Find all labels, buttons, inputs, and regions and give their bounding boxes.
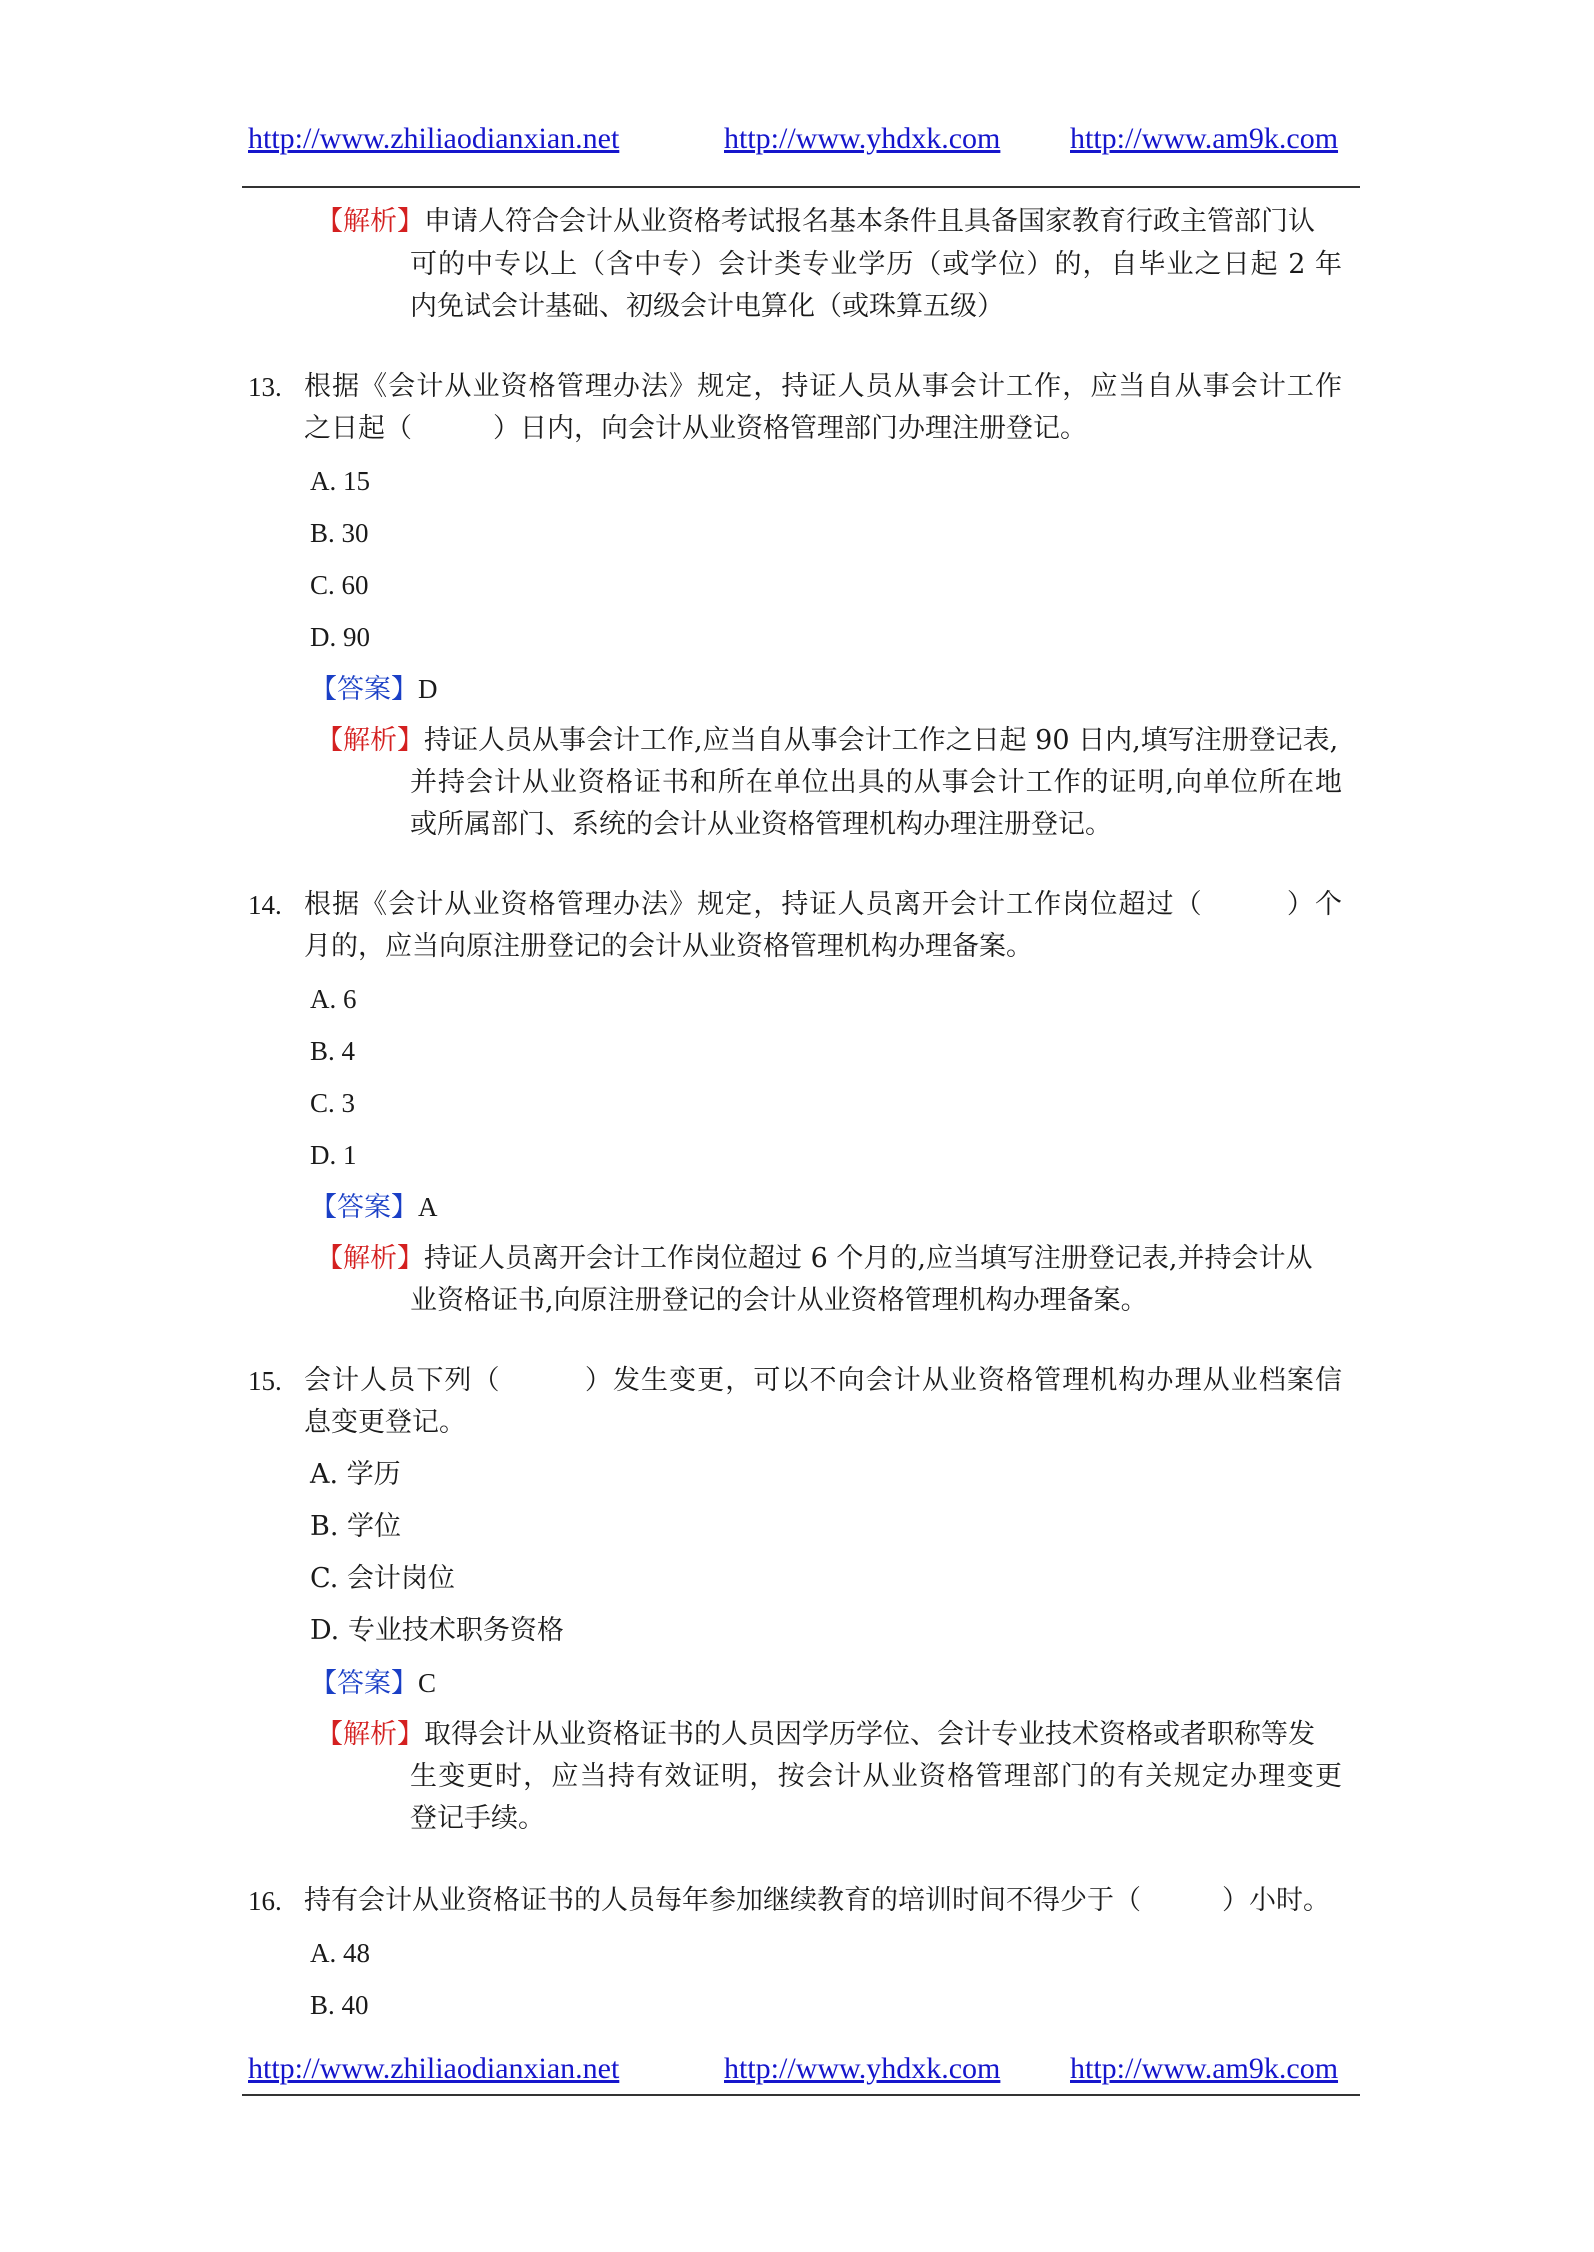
option-b: B. 40 — [310, 1990, 369, 2020]
option-a: A. 6 — [310, 984, 357, 1014]
question-stem-line: 持有会计从业资格证书的人员每年参加继续教育的培训时间不得少于（ ）小时。 — [304, 1885, 1330, 1916]
answer-line: 【答案】D — [310, 674, 438, 705]
header-link-yhdxk[interactable]: http://www.yhdxk.com — [724, 122, 1001, 155]
question-stem-line: 根据《会计从业资格管理办法》规定，持证人员离开会计工作岗位超过（ ）个 — [304, 889, 1342, 920]
question-stem-line: 之日起（ ）日内，向会计从业资格管理部门办理注册登记。 — [304, 413, 1087, 444]
option-c: C. 3 — [310, 1088, 356, 1118]
analysis-line: 【解析】取得会计从业资格证书的人员因学历学位、会计专业技术资格或者职称等发 — [316, 1719, 1315, 1750]
header-link-am9k[interactable]: http://www.am9k.com — [1070, 122, 1339, 155]
question-number: 15. — [248, 1366, 282, 1396]
analysis-line: 并持会计从业资格证书和所在单位出具的从事会计工作的证明,向单位所在地 — [410, 767, 1342, 798]
option-d: D. 1 — [310, 1140, 357, 1170]
option-d: D. 专业技术职务资格 — [310, 1615, 564, 1646]
question-number: 14. — [248, 890, 282, 920]
option-b: B. 30 — [310, 518, 369, 548]
prev-analysis-line-1: 【解析】申请人符合会计从业资格考试报名基本条件且具备国家教育行政主管部门认 — [316, 206, 1315, 237]
option-c: C. 60 — [310, 570, 369, 600]
question-stem-line: 会计人员下列（ ）发生变更，可以不向会计从业资格管理机构办理从业档案信 — [304, 1365, 1342, 1396]
answer-line: 【答案】A — [310, 1192, 438, 1223]
option-c: C. 会计岗位 — [310, 1563, 455, 1594]
prev-analysis-line-3: 内免试会计基础、初级会计电算化（或珠算五级） — [410, 291, 1004, 322]
option-a: A. 15 — [310, 466, 370, 496]
question-stem-line: 根据《会计从业资格管理办法》规定，持证人员从事会计工作，应当自从事会计工作 — [304, 371, 1342, 402]
question-stem-line: 月的，应当向原注册登记的会计从业资格管理机构办理备案。 — [304, 931, 1033, 962]
footer-link-bar — [248, 2052, 1358, 2092]
footer-rule — [242, 2094, 1360, 2096]
analysis-line: 生变更时，应当持有效证明，按会计从业资格管理部门的有关规定办理变更 — [410, 1761, 1342, 1792]
analysis-line: 【解析】持证人员从事会计工作,应当自从事会计工作之日起 90 日内,填写注册登记表, — [316, 725, 1339, 756]
option-a: A. 学历 — [310, 1459, 401, 1490]
header-rule — [242, 186, 1360, 188]
answer-line: 【答案】C — [310, 1668, 437, 1699]
option-a: A. 48 — [310, 1938, 370, 1968]
question-number: 13. — [248, 372, 282, 402]
prev-analysis-line-2: 可的中专以上（含中专）会计类专业学历（或学位）的，自毕业之日起 2 年 — [410, 249, 1342, 280]
question-stem-line: 息变更登记。 — [304, 1407, 466, 1438]
header-link-bar — [248, 122, 1358, 162]
analysis-line: 【解析】持证人员离开会计工作岗位超过 6 个月的,应当填写注册登记表,并持会计从 — [316, 1243, 1313, 1274]
footer-link-am9k[interactable]: http://www.am9k.com — [1070, 2052, 1339, 2085]
option-d: D. 90 — [310, 622, 370, 652]
footer-link-zhiliaodianxian[interactable]: http://www.zhiliaodianxian.net — [248, 2052, 620, 2085]
analysis-line: 业资格证书,向原注册登记的会计从业资格管理机构办理备案。 — [410, 1285, 1148, 1316]
option-b: B. 学位 — [310, 1511, 402, 1542]
header-link-zhiliaodianxian[interactable]: http://www.zhiliaodianxian.net — [248, 122, 620, 155]
analysis-line: 登记手续。 — [410, 1803, 545, 1834]
question-number: 16. — [248, 1886, 282, 1916]
option-b: B. 4 — [310, 1036, 356, 1066]
footer-link-yhdxk[interactable]: http://www.yhdxk.com — [724, 2052, 1001, 2085]
analysis-line: 或所属部门、系统的会计从业资格管理机构办理注册登记。 — [410, 809, 1112, 840]
